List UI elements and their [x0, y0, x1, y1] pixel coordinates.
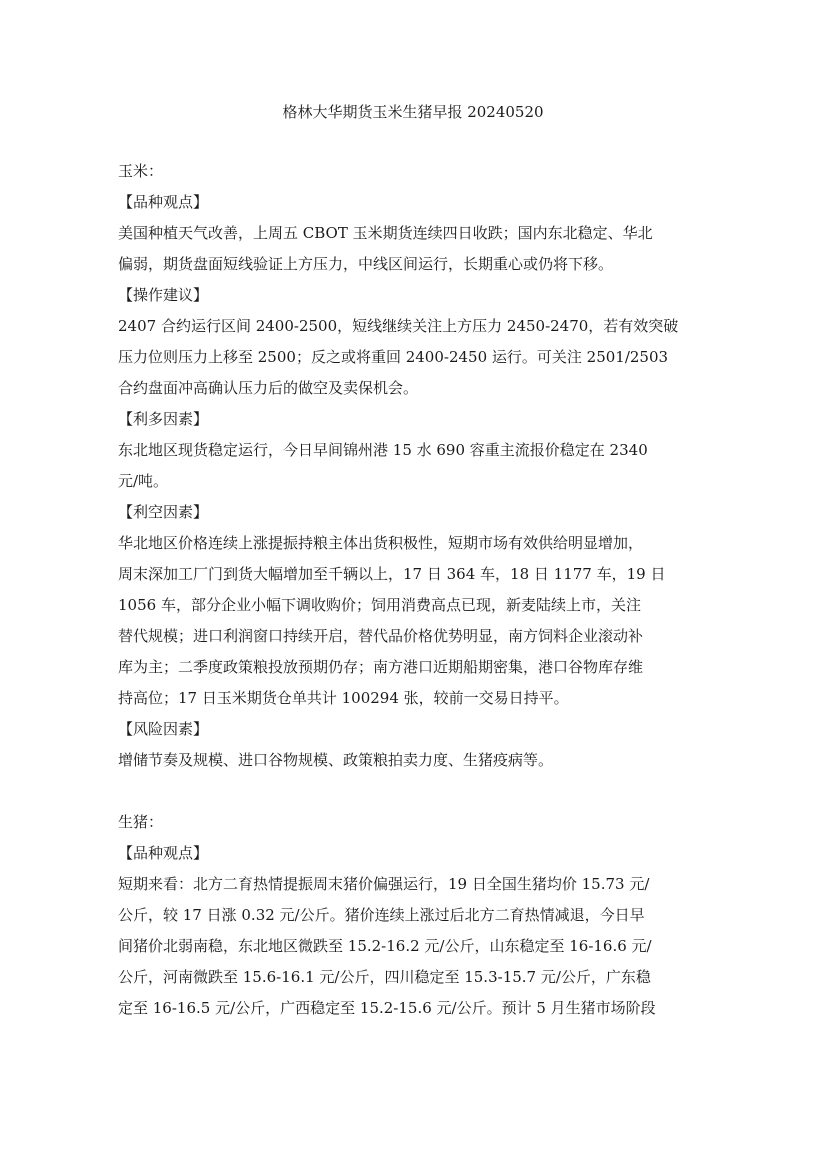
block-label: 【风险因素】 — [118, 720, 209, 738]
paragraph-line: 美国种植天气改善，上周五 CBOT 玉米期货连续四日收跌；国内东北稳定、华北 — [118, 224, 653, 242]
block-label: 【利多因素】 — [118, 410, 209, 428]
paragraph-line: 短期来看：北方二育热情提振周末猪价偏强运行，19 日全国生猪均价 15.73 元/ — [118, 875, 650, 893]
paragraph-line: 公斤，较 17 日涨 0.32 元/公斤。猪价连续上涨过后北方二育热情减退，今日早 — [118, 906, 645, 924]
document-title: 格林大华期货玉米生猪早报 20240520 — [282, 103, 544, 121]
paragraph-line: 替代规模；进口利润窗口持续开启，替代品价格优势明显，南方饲料企业滚动补 — [118, 627, 644, 645]
paragraph-line: 东北地区现货稳定运行，今日早间锦州港 15 水 690 容重主流报价稳定在 2340 — [118, 441, 648, 459]
paragraph-line: 公斤，河南微跌至 15.6-16.1 元/公斤，四川稳定至 15.3-15.7 元/公斤，广东稳 — [118, 968, 651, 986]
paragraph-line: 偏弱，期货盘面短线验证上方压力，中线区间运行，长期重心或仍将下移。 — [118, 255, 614, 273]
block-label: 【操作建议】 — [118, 286, 209, 304]
paragraph-line: 压力位则压力上移至 2500；反之或将重回 2400-2450 运行。可关注 2501/2503 — [118, 348, 669, 366]
paragraph-line: 周末深加工厂门到货大幅增加至千辆以上，17 日 364 车，18 日 1177 车，19 日 — [118, 565, 666, 583]
paragraph-line: 增储节奏及规模、进口谷物规模、政策粮拍卖力度、生猪疫病等。 — [118, 751, 554, 769]
document-body — [118, 161, 708, 1018]
block-label: 【利空因素】 — [118, 503, 209, 521]
paragraph-line: 间猪价北弱南稳，东北地区微跌至 15.2-16.2 元/公斤，山东稳定至 16-16.6 元/ — [118, 937, 652, 955]
paragraph-line: 库为主；二季度政策粮投放预期仍存；南方港口近期船期密集，港口谷物库存维 — [118, 658, 644, 676]
block-label: 【品种观点】 — [118, 193, 209, 211]
paragraph-line: 元/吨。 — [118, 472, 169, 490]
section-heading: 生猪： — [118, 813, 164, 831]
paragraph-line: 定至 16-16.5 元/公斤，广西稳定至 15.2-15.6 元/公斤。预计 5 月生猪市场阶段 — [118, 999, 656, 1017]
block-label: 【品种观点】 — [118, 844, 209, 862]
paragraph-line: 1056 车，部分企业小幅下调收购价；饲用消费高点已现，新麦陆续上市，关注 — [118, 596, 641, 614]
paragraph-line: 持高位；17 日玉米期货仓单共计 100294 张，较前一交易日持平。 — [118, 689, 569, 707]
paragraph-line: 2407 合约运行区间 2400-2500，短线继续关注上方压力 2450-2470，若有效突破 — [118, 317, 679, 335]
paragraph-line: 华北地区价格连续上涨提振持粮主体出货积极性，短期市场有效供给明显增加， — [118, 534, 644, 552]
section-heading: 玉米： — [118, 162, 164, 180]
paragraph-line: 合约盘面冲高确认压力后的做空及卖保机会。 — [118, 379, 419, 397]
